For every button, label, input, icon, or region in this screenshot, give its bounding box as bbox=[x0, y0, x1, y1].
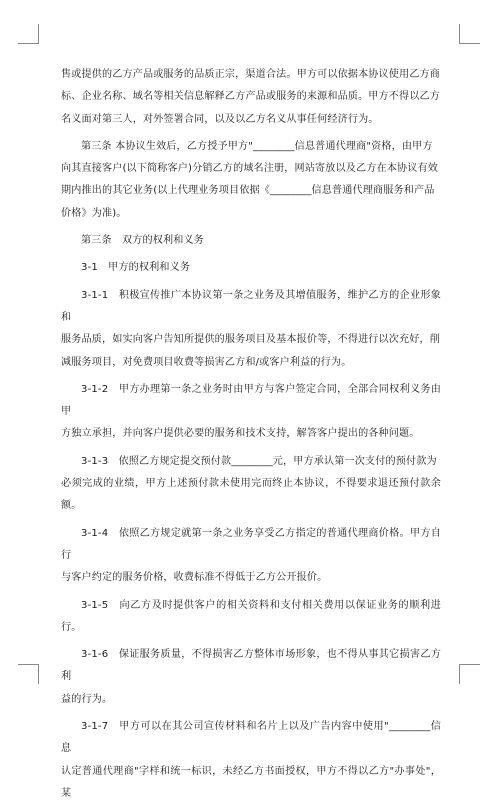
crop-mark-top-right-horizontal bbox=[459, 43, 480, 44]
text-line: 必须完成的业绩，甲方上述预付款未使用完而终止本协议，不得要求退还预付款余额。 bbox=[61, 478, 441, 512]
crop-mark-bottom-right-vertical bbox=[459, 664, 460, 684]
paragraph-article-3-grant bbox=[61, 136, 441, 225]
text-line: 方独立承担，并向客户提供必要的服务和技术支持，解答客户提出的各种问题。 bbox=[61, 428, 420, 440]
crop-mark-top-left-horizontal bbox=[18, 43, 39, 44]
crop-mark-top-left-vertical bbox=[38, 24, 39, 44]
text-line: 3-1-6 保证服务质量，不得损害乙方整体市场形象，也不得从事其它损害乙方利 bbox=[61, 649, 441, 683]
text-line: 3-1 甲方的权利和义务 bbox=[81, 262, 191, 274]
document-body bbox=[61, 64, 441, 805]
text-line: 期内推出的其它业务(以上代理业务项目依据《________信息普通代理商服务和产品 bbox=[61, 185, 435, 197]
text-line: 3-1-4 依照乙方规定就第一条之业务享受乙方指定的普通代理商价格。甲方自行 bbox=[61, 527, 441, 561]
text-line: 减服务项目，对免费项目收费等损害乙方和/或客户利益的行为。 bbox=[61, 356, 352, 368]
crop-mark-bottom-left-vertical bbox=[38, 664, 39, 684]
text-line: 第三条 本协议生效后，乙方授予甲方"________信息普通代理商"资格，由甲方 bbox=[81, 140, 433, 152]
text-line: 3-1-7 甲方可以在其公司宣传材料和名片上以及广告内容中使用"________信息 bbox=[61, 721, 441, 755]
text-line: 名义面对第三人，对外签署合同，以及以乙方名义从事任何经济行为。 bbox=[61, 113, 379, 125]
crop-mark-bottom-left-horizontal bbox=[18, 664, 39, 665]
text-line: 售或提供的乙方产品或服务的品质正宗，渠道合法。甲方可以依据本协议使用乙方商 bbox=[61, 69, 441, 80]
crop-mark-top-right-vertical bbox=[459, 24, 460, 44]
heading-section-3-1 bbox=[61, 257, 441, 279]
clause-3-1-4 bbox=[61, 523, 441, 590]
text-line: 服务品质，如实向客户告知所提供的服务项目及基本报价等，不得进行以次充好，削 bbox=[61, 334, 441, 346]
text-line: 标、企业名称、域名等相关信息解释乙方产品或服务的来源和品质。甲方不得以乙方 bbox=[61, 91, 441, 103]
text-line: 3-1-3 依照乙方规定提交预付款________元，甲方承认第一次支付的预付款为 bbox=[81, 455, 437, 467]
paragraph-brand-usage bbox=[61, 64, 441, 131]
text-line: 价格》为准)。 bbox=[61, 207, 127, 219]
clause-3-1-7 bbox=[61, 716, 441, 805]
text-line: 向其直接客户(以下简称客户)分销乙方的域名注册，网站寄放以及乙方在本协议有效 bbox=[61, 163, 438, 175]
heading-article-3-rights bbox=[61, 230, 441, 252]
clause-3-1-5 bbox=[61, 595, 441, 640]
clause-3-1-2 bbox=[61, 379, 441, 446]
text-line: 与客户约定的服务价格，收费标准不得低于乙方公开报价。 bbox=[61, 572, 328, 584]
text-line: 3-1-1 积极宣传推广本协议第一条之业务及其增值服务，维护乙方的企业形象和 bbox=[61, 289, 441, 323]
text-line: 益的行为。 bbox=[61, 693, 113, 705]
clause-3-1-3 bbox=[61, 451, 441, 518]
text-line: 第三条 双方的权利和义务 bbox=[81, 235, 204, 247]
clause-3-1-6 bbox=[61, 644, 441, 711]
crop-mark-bottom-right-horizontal bbox=[459, 664, 480, 665]
text-line: 3-1-2 甲方办理第一条之业务时由甲方与客户签定合同，全部合同权利义务由甲 bbox=[61, 383, 441, 418]
text-line: 认定普通代理商"字样和统一标识，未经乙方书面授权，甲方不得以乙方"办事处"，某 bbox=[61, 765, 441, 799]
clause-3-1-1 bbox=[61, 285, 441, 374]
text-line: 3-1-5 向乙方及时提供客户的相关资料和支付相关费用以保证业务的顺利进行。 bbox=[61, 599, 441, 633]
